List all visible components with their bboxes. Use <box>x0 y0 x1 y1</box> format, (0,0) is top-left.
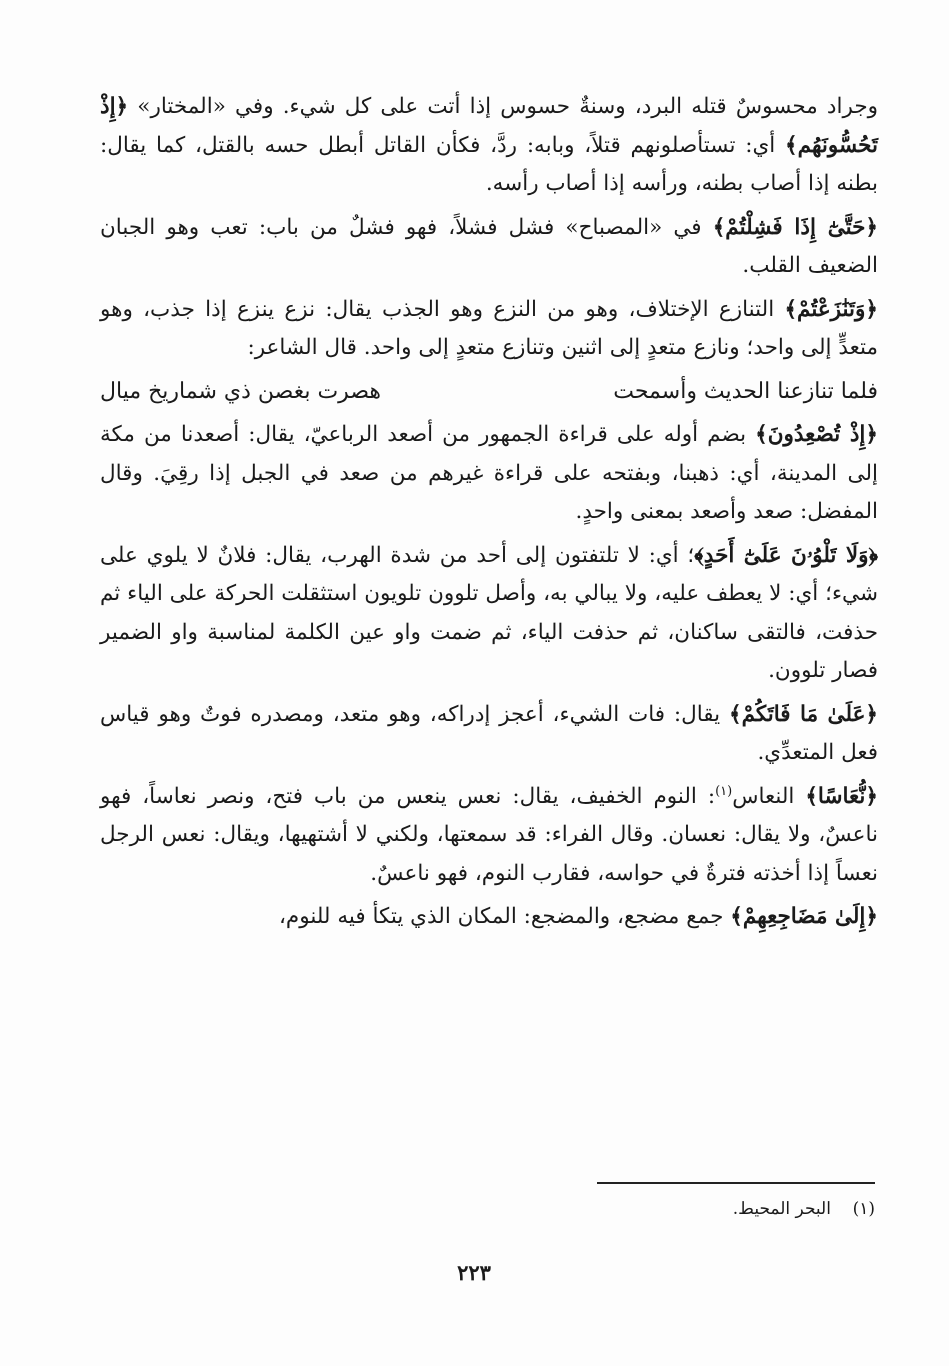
main-text <box>100 88 878 942</box>
footnote <box>500 1196 875 1222</box>
paragraph-p3 <box>100 291 878 368</box>
paragraph-text: التنازع الإختلاف، وهو من النزع وهو الجذب يقال: نزع ينزع إذا جذب، وهو متعدٍّ إلى واحد؛ ونازع متعدٍ إلى اثنين وتنازع متعدٍ إلى واحد. قال الشاعر: <box>100 296 878 360</box>
paragraphs-after-verse <box>100 416 878 937</box>
paragraph-text: في «المصباح» فشل فشلاً، فهو فشلٌ من باب: تعب وهو الجبان الضعيف القلب. <box>100 214 878 278</box>
paragraph-p1 <box>100 88 878 204</box>
paragraph-text: بضم أوله على قراءة الجمهور من أصعد الرباعيّ، يقال: أصعدنا من مكة إلى المدينة، أي: ذهبنا، وبفتحه على قراءة غيرهم من صعد في الجبل إذا رقِيَ. وقال المفضل: صعد وأصعد بمعنى واحدٍ. <box>100 422 878 524</box>
paragraph-p7 <box>100 778 878 894</box>
quran-quote: ﴿حَتَّىٰٓ إِذَا فَشِلْتُمْ﴾ <box>712 214 878 240</box>
paragraphs-before-verse <box>100 88 878 368</box>
page-number: ٢٢٣ <box>457 1260 491 1285</box>
quran-quote: ﴿عَلَىٰ مَا فَاتَكُمْ﴾ <box>728 701 879 727</box>
paragraph-text: أي: تستأصلونهم قتلاً، وبابه: ردَّ، فكأن القاتل أبطل حسه بالقتل، كما يقال: بطنه إذا أصاب بطنه، ورأسه إذا أصاب رأسه. <box>100 132 878 196</box>
paragraph-text: وجراد محسوسٌ قتله البرد، وسنةٌ حسوس إذا أتت على كل شيء. وفي «المختار» <box>128 94 878 119</box>
paragraph-p2 <box>100 209 878 286</box>
quran-quote: ﴿وَلَا تَلْوُۥنَ عَلَىٰٓ أَحَدٍ﴾ <box>694 542 879 568</box>
paragraph-p4 <box>100 416 878 532</box>
paragraph-text: : النوم الخفيف، يقال: نعس ينعس من باب فتح، ونصر نعاساً، فهو ناعسٌ، ولا يقال: نعسان. وقال الفراء: قد سمعتها، ولكني لا أشتهيها، ويقال: نعس الرجل نعساً إذا أخذته فترةٌ في حواسه، فقارب النوم، فهو ناعسٌ. <box>100 783 878 886</box>
quran-quote: ﴿نُّعَاسًا﴾ <box>805 783 878 809</box>
paragraph-p6 <box>100 696 878 773</box>
paragraph-text: ؛ أي: لا تلتفتون إلى أحد من شدة الهرب، يقال: فلانٌ لا يلوي على شيء؛ أي: لا يعطف عليه، ولا يبالي به، وأصل تلوون تلويون استثقلت الحركة على الياء ثم حذفت، فالتقى ساكنان، ثم حذفت الياء، ثم ضمت واو عين الكلمة لمناسبة واو الضمير فصار تلوون. <box>100 542 878 683</box>
quran-quote: ﴿إِذْ تُصْعِدُونَ﴾ <box>755 422 879 447</box>
quran-quote: ﴿وَتَنَٰزَعْتُمْ﴾ <box>784 296 878 322</box>
poetry-verse <box>100 373 878 412</box>
paragraph-text: يقال: فات الشيء، أعجز إدراكه، وهو متعد، ومصدره فوتٌ وهو قياس فعل المتعدِّي. <box>100 701 878 765</box>
footnote-marker: (١) <box>852 1199 875 1219</box>
paragraph-text: جمع مضجع، والمضجع: المكان الذي يتكأ فيه للنوم، <box>278 904 731 929</box>
quran-quote: ﴿إِذْ تَحُسُّونَهُم﴾ <box>100 94 878 158</box>
verse-second-hemistich: هصرت بغصن ذي شماريخ ميال <box>100 378 381 404</box>
paragraph-p8 <box>100 898 878 937</box>
verse-first-hemistich: فلما تنازعنا الحديث وأسمحت <box>613 378 878 404</box>
footnote-reference: (١) <box>715 783 733 799</box>
footnote-separator <box>597 1182 875 1184</box>
quran-quote: ﴿إِلَىٰ مَضَاجِعِهِمْ﴾ <box>730 904 878 929</box>
paragraph-p5 <box>100 537 878 691</box>
paragraph-text: النعاس <box>732 783 806 809</box>
footnote-text: البحر المحيط. <box>732 1199 831 1219</box>
